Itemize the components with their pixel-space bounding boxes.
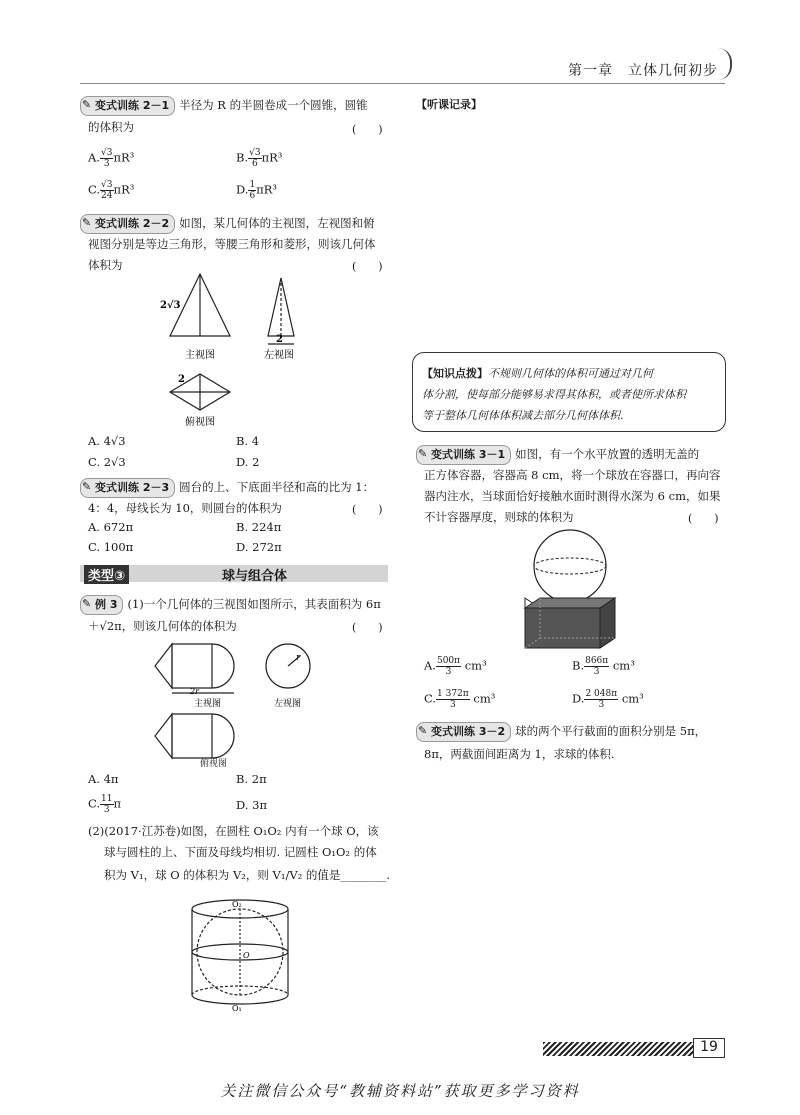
v31-paren: ( ) <box>688 512 719 525</box>
knowledge-line3: 等于整体几何体体积减去部分几何体体积. <box>422 409 624 422</box>
v23-tag: ✎ 变式训练 2－3 <box>80 478 175 498</box>
v31-line3: 器内注水，当球面恰好接触水面时测得水深为 6 cm，如果 <box>424 489 721 503</box>
v23-line2: 4：4，母线长为 10，则圆台的体积为 <box>88 501 282 515</box>
label-main-view: 主视图 <box>185 350 215 361</box>
label-o: O <box>243 951 250 960</box>
v21-option-a[interactable]: A. $\frac{√3}{3}$ πR³ <box>88 148 135 169</box>
label-left-view: 左视图 <box>274 699 302 709</box>
water-front <box>525 608 600 648</box>
v32-line2: 8π，两截面间距离为 1，求球的体积. <box>424 747 615 761</box>
ex3-option-b[interactable]: B. 2π <box>236 772 267 786</box>
v22-line2: 视图分别是等边三角形，等腰三角形和菱形，则该几何体 <box>88 237 376 251</box>
v22-tag: ✎ 变式训练 2－2 <box>80 214 175 234</box>
sphere <box>534 530 606 602</box>
v31-option-d[interactable]: D. $\frac{2 048\pi}{3}$ cm³ <box>572 689 644 710</box>
ex3-option-a[interactable]: A. 4π <box>88 772 119 786</box>
header-divider <box>80 83 725 84</box>
dim-2r: 2r <box>190 687 199 696</box>
ex3-label-top: 俯视图 <box>200 759 228 769</box>
v31-tag: ✎ 变式训练 3－1 <box>416 445 511 465</box>
knowledge-line1: 【知识点拨】不规则几何体的体积可通过对几何 <box>422 367 653 380</box>
label-o1: O₁ <box>232 1004 242 1013</box>
v23-paren: ( ) <box>352 503 383 516</box>
v21-paren: ( ) <box>352 123 383 136</box>
ex3-part2-line3: 积为 V₁，球 O 的体积为 V₂，则 V₁/V₂ 的值是________. <box>104 868 391 882</box>
ex3-line2: ＋√2π，则该几何体的体积为 <box>88 619 237 633</box>
dim-2a: 2 <box>276 334 283 345</box>
v21-line2: 的体积为 <box>88 120 134 134</box>
v22-paren: ( ) <box>352 260 383 273</box>
left-view-triangle <box>268 278 294 336</box>
header-brace <box>716 48 732 80</box>
ex3-part2-line2: 球与圆柱的上、下面及母线均相切. 记圆柱 O₁O₂ 的体 <box>104 845 377 859</box>
page-number: 19 <box>693 1038 725 1058</box>
v23-option-a[interactable]: A. 672π <box>88 520 134 534</box>
v31-option-b[interactable]: B. $\frac{866\pi}{3}$ cm³ <box>572 656 635 677</box>
v23-option-c[interactable]: C. 100π <box>88 540 134 554</box>
dim-2root3: 2√3 <box>160 300 181 311</box>
v32-tag: ✎ 变式训练 3－2 <box>416 722 511 742</box>
v22-option-d[interactable]: D. 2 <box>236 455 260 469</box>
v23-line1: ✎ 变式训练 2－3 圆台的上、下底面半径和高的比为 1： <box>80 478 374 498</box>
v21-line1: ✎ 变式训练 2－1 半径为 R 的半圆卷成一个圆锥，圆锥 <box>80 96 368 116</box>
v31-option-a[interactable]: A. $\frac{500\pi}{3}$ cm³ <box>424 656 487 677</box>
ex3-threeview-figure <box>150 638 330 768</box>
ex3-part2-line1: (2)(2017·江苏卷)如图，在圆柱 O₁O₂ 内有一个球 O，该 <box>88 824 379 838</box>
dim-r: r <box>296 653 301 663</box>
section-title: 球与组合体 <box>222 569 288 584</box>
v31-line4: 不计容器厚度，则球的体积为 <box>424 510 574 524</box>
ex3-option-d[interactable]: D. 3π <box>236 798 267 812</box>
cube-sphere-figure <box>520 528 620 653</box>
v31-option-c[interactable]: C. $\frac{1 372\pi}{3}$ cm³ <box>424 689 496 710</box>
v23-option-d[interactable]: D. 272π <box>236 540 282 554</box>
v31-line2: 正方体容器，容器高 8 cm，将一个球放在容器口，再向容 <box>424 468 721 482</box>
ex3-line1: ✎ 例 3 (1)一个几何体的三视图如图所示，其表面积为 6π <box>80 595 381 615</box>
page-number-bar <box>543 1042 693 1056</box>
v22-option-c[interactable]: C. 2√3 <box>88 455 126 469</box>
ex3-tag: ✎ 例 3 <box>80 595 123 615</box>
main-view-shape <box>172 644 234 688</box>
cylinder-sphere-figure <box>190 895 290 1015</box>
dim-2b: 2 <box>178 374 185 385</box>
v22-line3: 体积为 <box>88 258 123 272</box>
chapter-header: 第一章 立体几何初步 <box>568 63 718 79</box>
ex3-paren: ( ) <box>352 621 383 634</box>
section-type-label: 类型③ <box>84 565 129 584</box>
v21-option-b[interactable]: B. $\frac{√3}{6}$ πR³ <box>236 148 283 169</box>
v21-tag: ✎ 变式训练 2－1 <box>80 96 175 116</box>
v21-option-d[interactable]: D. $\frac{1}{6}$ πR³ <box>236 180 278 201</box>
note-title: 【听课记录】 <box>416 98 482 111</box>
footer-watermark: 关注微信公众号“教辅资料站”获取更多学习资料 <box>220 1082 580 1100</box>
v22-figure <box>160 270 310 430</box>
label-o2: O₂ <box>232 900 242 909</box>
v32-line1: ✎ 变式训练 3－2 球的两个平行截面的面积分别是 5π， <box>416 722 706 742</box>
v22-option-b[interactable]: B. 4 <box>236 434 260 448</box>
label-top-view: 俯视图 <box>185 417 215 428</box>
v21-option-c[interactable]: C. $\frac{√3}{24}$ πR³ <box>88 180 135 201</box>
cone-front <box>155 644 172 688</box>
ex3-option-c[interactable]: C. $\frac{11}{3}$ π <box>88 794 122 815</box>
v31-line1: ✎ 变式训练 3－1 如图，有一个水平放置的透明无盖的 <box>416 445 699 465</box>
label-left-view: 左视图 <box>264 350 294 361</box>
v22-option-a[interactable]: A. 4√3 <box>88 434 126 448</box>
v23-option-b[interactable]: B. 224π <box>236 520 282 534</box>
label-main-view: 主视图 <box>194 699 222 709</box>
top-view-shape <box>172 714 234 758</box>
knowledge-line2: 体分割，使每部分能够易求得其体积，或者使所求体积 <box>422 388 686 401</box>
v22-line1: ✎ 变式训练 2－2 如图，某几何体的主视图，左视图和俯 <box>80 214 375 234</box>
